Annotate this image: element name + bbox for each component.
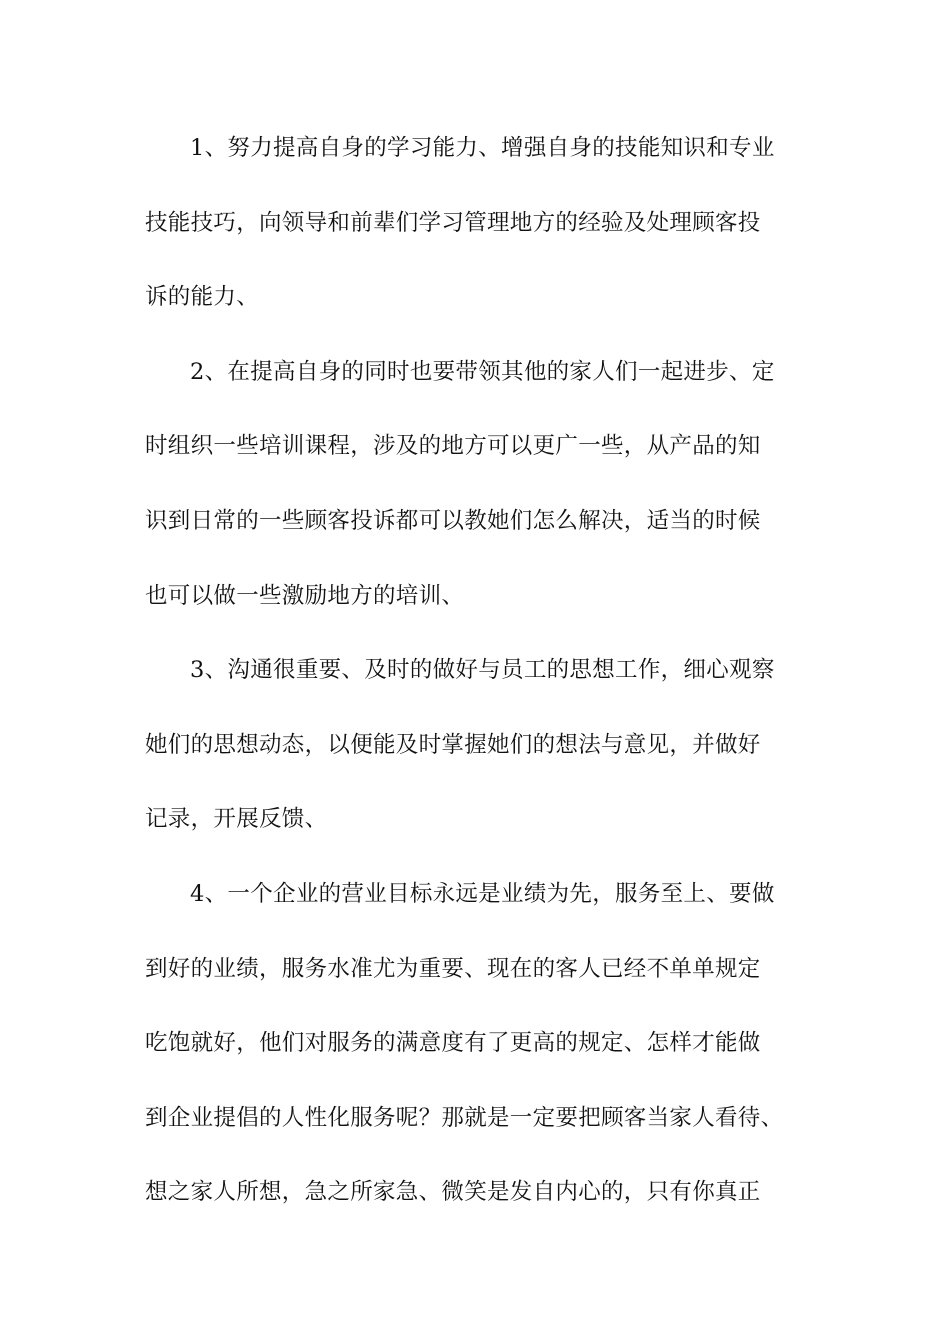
paragraph-line: 技能技巧，向领导和前辈们学习管理地方的经验及处理顾客投 (145, 209, 761, 236)
paragraph-line: 诉的能力、 (145, 284, 260, 311)
paragraph-2 (145, 352, 815, 650)
paragraph-line: 到好的业绩，服务水准尤为重要、现在的客人已经不单单规定 (145, 955, 761, 982)
paragraph-line: 1、努力提高自身的学习能力、增强自身的技能知识和专业 (190, 135, 775, 161)
paragraph-line: 她们的思想动态，以便能及时掌握她们的想法与意见，并做好 (145, 731, 761, 758)
paragraph-3 (145, 650, 815, 874)
paragraph-4 (145, 874, 815, 1247)
paragraph-line: 吃饱就好，他们对服务的满意度有了更高的规定、怎样才能做 (145, 1030, 761, 1057)
paragraph-line: 4、一个企业的营业目标永远是业绩为先，服务至上、要做 (190, 880, 775, 907)
paragraph-line: 时组织一些培训课程，涉及的地方可以更广一些，从产品的知 (145, 433, 761, 460)
paragraph-line: 识到日常的一些顾客投诉都可以教她们怎么解决，适当的时候 (145, 507, 761, 534)
paragraph-line: 想之家人所想，急之所家急、微笑是发自内心的，只有你真正 (145, 1179, 761, 1206)
paragraph-line: 3、沟通很重要、及时的做好与员工的思想工作，细心观察 (190, 657, 775, 684)
document-body (145, 128, 815, 1247)
paragraph-line: 到企业提倡的人性化服务呢？那就是一定要把顾客当家人看待、 (145, 1104, 784, 1131)
paragraph-1 (145, 128, 815, 352)
paragraph-line: 2、在提高自身的同时也要带领其他的家人们一起进步、定 (190, 358, 775, 385)
paragraph-line: 记录，开展反馈、 (145, 806, 328, 833)
paragraph-line: 也可以做一些激励地方的培训、 (145, 582, 465, 609)
